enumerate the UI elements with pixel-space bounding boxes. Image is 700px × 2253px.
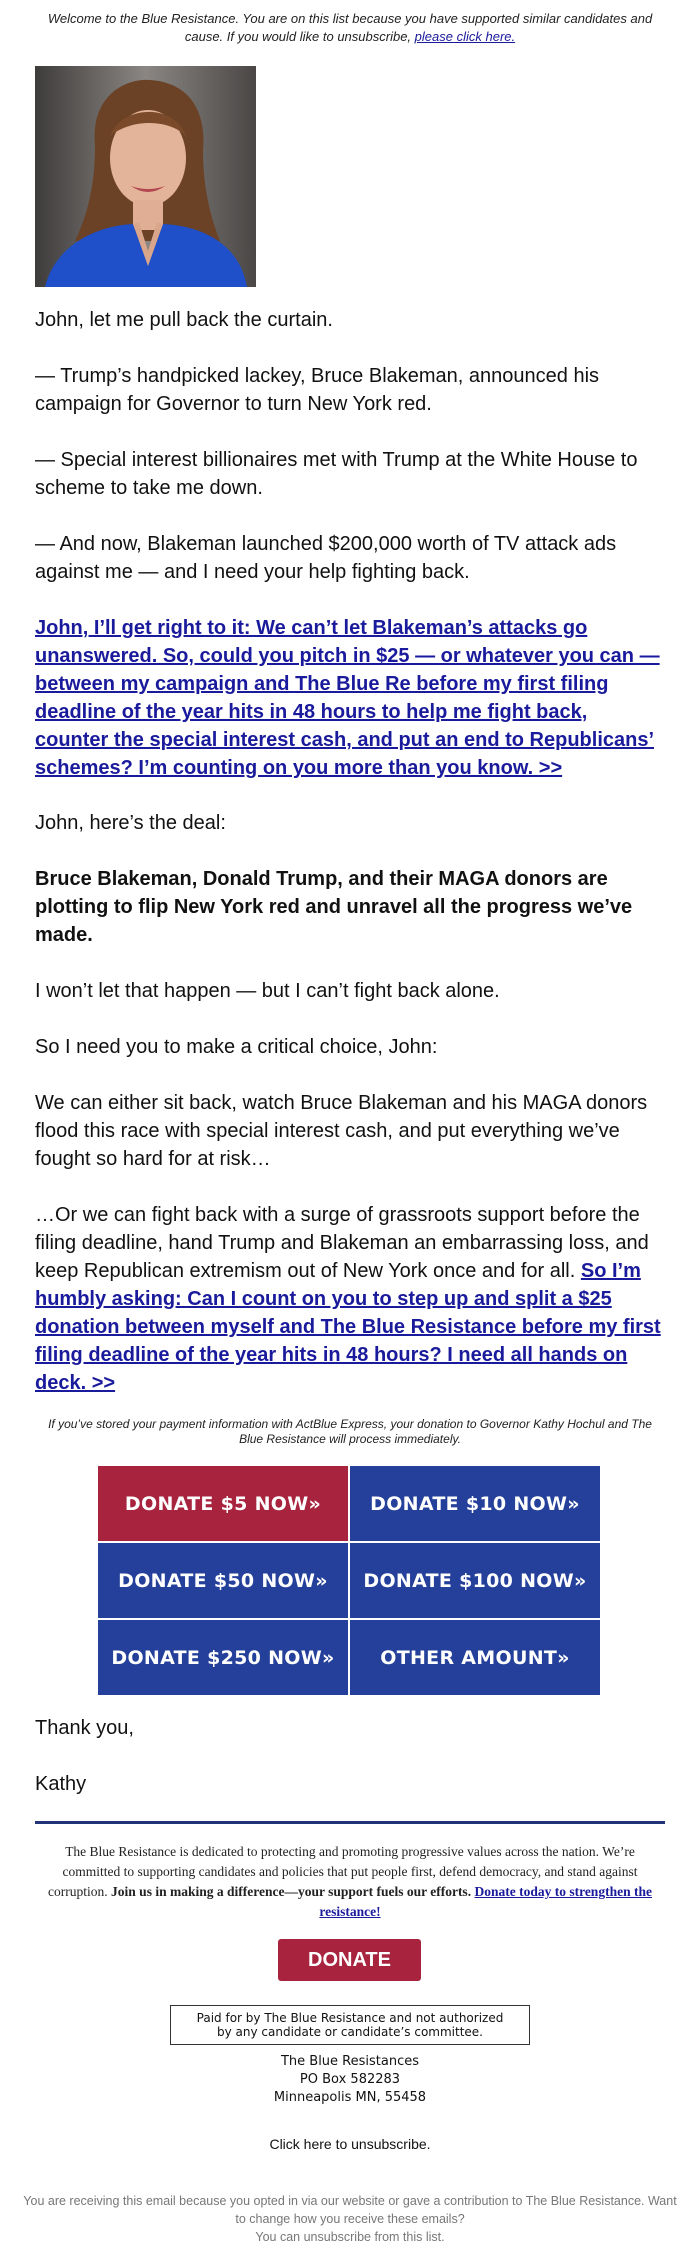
about-text: The Blue Resistance is dedicated to protecting and promoting progressive values across the nation. We’re committed to supporting candidates and policies that put people first, defend democracy, and stand against corruption. (48, 1844, 638, 1899)
paragraph-text: We can either sit back, watch Bruce Blakeman and his MAGA donors flood this race with special interest cash, and put everything we’ve fought so hard for at risk… (35, 1092, 648, 1170)
paragraph-3 (35, 446, 665, 502)
unsubscribe-link-top[interactable]: please click here. (414, 29, 516, 44)
mailing-address (200, 2053, 500, 2107)
signoff-text: Kathy (35, 1773, 87, 1795)
signoff-name (35, 1770, 665, 1798)
signoff-thanks (35, 1714, 665, 1742)
donate-today-link[interactable]: Donate today to strengthen the resistance! (319, 1884, 652, 1919)
address-line: PO Box 582283 (299, 2072, 401, 2087)
cta-paragraph-1 (35, 614, 665, 782)
paragraph-2 (35, 362, 665, 418)
donate-5-button[interactable]: DONATE $5 NOW» (98, 1466, 348, 1541)
footer-divider (35, 1821, 665, 1824)
paragraph-text: …Or we can fight back with a surge of grassroots support before the filing deadline, hand Trump and Blakeman an embarrassing loss, and keep Republican extremism out of New York once and for all. (35, 1204, 649, 1282)
paragraph-text: Bruce Blakeman, Donald Trump, and their MAGA donors are plotting to flip New York red and unravel all the progress we’ve made. (35, 868, 633, 946)
donate-100-button[interactable]: DONATE $100 NOW» (350, 1543, 600, 1618)
address-line: The Blue Resistances (280, 2054, 420, 2069)
legal-footer (20, 2192, 680, 2246)
footer-about (35, 1842, 665, 1922)
donate-10-button[interactable]: DONATE $10 NOW» (350, 1466, 600, 1541)
about-bold-text: Join us in making a difference—your support fuels our efforts. (111, 1884, 472, 1899)
paragraph-8 (35, 1033, 665, 1061)
welcome-note (30, 10, 670, 46)
welcome-text: Welcome to the Blue Resistance. You are on this list because you have supported similar candidates and cause. If you would like to unsubscribe, (47, 11, 653, 44)
paragraph-10 (35, 1201, 665, 1397)
legal-unsubscribe-line[interactable]: You can unsubscribe from this list. (255, 2230, 445, 2244)
paragraph-text: John, here’s the deal: (35, 812, 226, 834)
unsubscribe-link[interactable]: Click here to unsubscribe. (269, 2136, 431, 2152)
paragraph-4 (35, 530, 665, 586)
legal-line: You are receiving this email because you opted in via our website or gave a contribution to The Blue Resistance. Want to change how you receive these emails? (23, 2194, 677, 2226)
donate-button[interactable]: DONATE (278, 1939, 421, 1981)
donate-250-button[interactable]: DONATE $250 NOW» (98, 1620, 348, 1695)
portrait-image (35, 66, 256, 287)
cta-link-2[interactable]: So I’m humbly asking: Can I count on you to step up and split a $25 donation between myself and The Blue Resistance before my first filing deadline of the year hits in 48 hours? I need all hands on deck. >> (35, 1260, 661, 1394)
actblue-note: If you’ve stored your payment information with ActBlue Express, your donation to Governor Kathy Hochul and The Blue Resistance will process immediately. (48, 1417, 652, 1446)
paragraph-text: — And now, Blakeman launched $200,000 worth of TV attack ads against me — and I need your help fighting back. (35, 533, 617, 583)
paragraph-text: — Trump’s handpicked lackey, Bruce Blakeman, announced his campaign for Governor to turn New York red. (35, 365, 600, 415)
paragraph-7 (35, 977, 665, 1005)
cta-link-1[interactable]: John, I’ll get right to it: We can’t let Blakeman’s attacks go unanswered. So, could you pitch in $25 — or whatever you can — between my campaign and The Blue Re before my first filing deadline of the year hits in 48 hours to help me fight back, counter the special interest cash, and put an end to Republicans’ schemes? I’m counting on you more than you know. >> (35, 617, 660, 779)
paragraph-text: I won’t let that happen — but I can’t fight back alone. (35, 980, 500, 1002)
address-line: Minneapolis MN, 55458 (273, 2090, 427, 2105)
donate-50-button[interactable]: DONATE $50 NOW» (98, 1543, 348, 1618)
paragraph-5 (35, 809, 665, 837)
paragraph-6-bold (35, 865, 665, 949)
paid-for-text: Paid for by The Blue Resistance and not authorized by any candidate or candidate’s committee. (196, 2011, 504, 2039)
paragraph-9 (35, 1089, 665, 1173)
paid-for-disclaimer (170, 2005, 530, 2045)
paragraph-1 (35, 306, 665, 334)
paragraph-text: So I need you to make a critical choice, John: (35, 1036, 438, 1058)
signoff-text: Thank you, (35, 1717, 134, 1739)
paragraph-text: — Special interest billionaires met with Trump at the White House to scheme to take me down. (35, 449, 638, 499)
paragraph-text: John, let me pull back the curtain. (35, 309, 333, 331)
candidate-photo (35, 66, 256, 287)
other-amount-button[interactable]: OTHER AMOUNT» (350, 1620, 600, 1695)
